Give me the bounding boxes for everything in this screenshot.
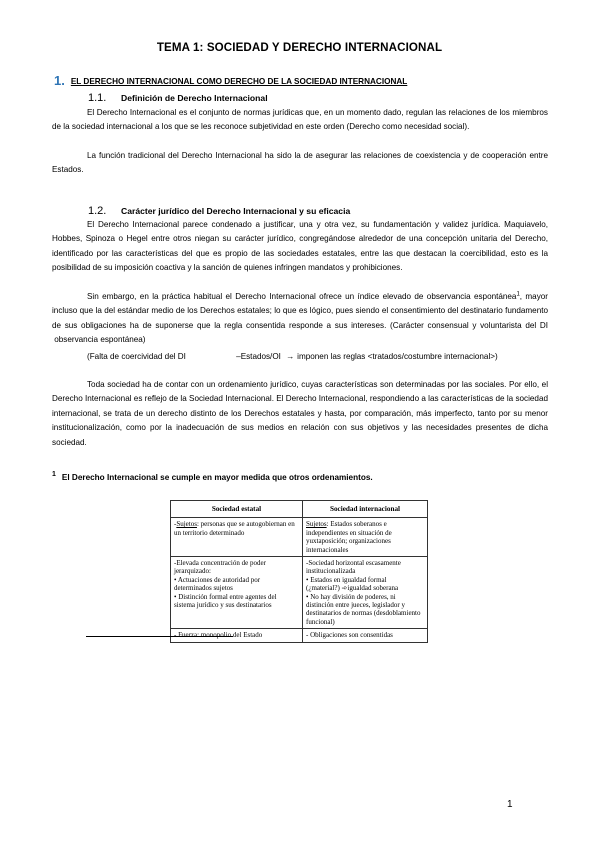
paragraph-juridical-character (52, 218, 548, 276)
subsection-1-1-number: 1.1. (88, 92, 107, 104)
footnote-number: 1 (52, 471, 56, 479)
section-1-number: 1. (54, 73, 65, 88)
paragraph-coercivity (52, 350, 548, 364)
table-cell-power-state: -Elevada concentración de poder jerarquizado: • Actuaciones de autoridad por determinados sujetos • Distinción formal entre agentes del sistema jurídico y sus destinatarios (171, 557, 303, 629)
table-header-state: Sociedad estatal (171, 501, 303, 518)
paragraph-coercivity-text-a: (Falta de coercividad del DI (87, 352, 186, 361)
arrow-icon: → (286, 352, 295, 361)
footnote-reference[interactable]: 1 (516, 291, 520, 298)
paragraph-coercivity-text-c: imponen las reglas <tratados/costumbre internacional>) (297, 352, 498, 361)
subsection-1-1-heading (88, 92, 268, 104)
paragraph-function-text: La función tradicional del Derecho Internacional ha sido la de asegurar las relaciones de coexistencia y de cooperación entre Estados. (52, 151, 548, 175)
comparison-table (170, 500, 428, 643)
paragraph-definition-text: El Derecho Internacional es el conjunto de normas jurídicas que, en un momento dado, regulan las relaciones de los miembros de la sociedad internacional a los que se les reconoce subjetividad en este orden (Derecho como necesidad social). (52, 108, 548, 132)
subsection-1-1-title: Definición de Derecho Internacional (121, 93, 268, 103)
section-1-title: EL DERECHO INTERNACIONAL COMO DERECHO DE LA SOCIEDAD INTERNACIONAL (70, 77, 408, 86)
table-header-international: Sociedad internacional (303, 501, 428, 518)
footnote-separator (86, 636, 233, 637)
footnote-text: El Derecho Internacional se cumple en mayor medida que otros ordenamientos. (61, 473, 373, 482)
paragraph-function (52, 149, 548, 178)
right-arrow-icon: – (236, 352, 241, 361)
paragraph-coercivity-text-b: Estados/OI (240, 352, 281, 361)
table-cell-obligations-international: - Obligaciones son consentidas (303, 629, 428, 642)
subsection-1-2-heading (88, 205, 350, 217)
section-1-heading (54, 73, 407, 88)
subsection-1-2-title: Carácter jurídico del Derecho Internacional y su eficacia (121, 206, 351, 216)
footnote (52, 473, 373, 482)
paragraph-observance-text-b: , mayor incluso que la del estándar medio de los Derechos estatales; lo que es lógico, pues siendo el consentimiento del destinatario fundamento de sus obligaciones ha de suponerse que la regla consentida responde a sus intereses. (Carácter consensual y voluntarista del DI (52, 292, 548, 330)
paragraph-society (52, 378, 548, 450)
paragraph-definition (52, 106, 548, 135)
table-header-row (171, 501, 428, 518)
paragraph-observance (52, 290, 548, 348)
table-row (171, 518, 428, 557)
subsection-1-2-number: 1.2. (88, 205, 107, 217)
table-cell-subjects-international: Sujetos: Estados soberanos e independientes en situación de yuxtaposición; organizaciones internacionales (303, 518, 428, 557)
table-cell-subjects-state: -Sujetos: personas que se autogobiernan en un territorio determinado (171, 518, 303, 557)
paragraph-society-text: Toda sociedad ha de contar con un ordenamiento jurídico, cuyas características son determinadas por las sociales. Por ello, el Derecho Internacional es reflejo de la Sociedad Internacional. El Derecho Internacional, respondiendo a las características de la sociedad internacional, se trata de un derecho distinto de los Derechos estatales y hasta, por comparación, más imperfecto, tanto por su menor institucionalización, como por la inadecuación de sus medios en relación con sus objetivos y las necesidades presentes de dicha sociedad. (52, 380, 548, 447)
page-title: TEMA 1: SOCIEDAD Y DERECHO INTERNACIONAL (156, 41, 443, 54)
page-number: 1 (507, 799, 513, 810)
paragraph-juridical-character-text: El Derecho Internacional parece condenado a justificar, una y otra vez, su fundamentación y validez jurídica. Maquiavelo, Hobbes, Spinoza o Hegel entre otros niegan su carácter jurídico, congregándose alrededor de una concepción unitaria del Derecho, identificado por las características del que es propio de las sociedades estatales, entre las que destacan la coercibilidad, esto es la posibilidad de su imposición coactiva y la sanción de quienes infringen mandatos y prohibiciones. (52, 220, 548, 273)
table-row (171, 557, 428, 629)
paragraph-observance-text-c: observancia espontánea) (54, 335, 146, 345)
table-cell-power-international: -Sociedad horizontal escasamente institucionalizada • Estados en igualdad formal (¿material?) ➾igualdad soberana • No hay división de poderes, ni distinción entre jueces, legislador y destinatarios de normas (desdoblamiento funcional) (303, 557, 428, 629)
paragraph-observance-text-a: Sin embargo, en la práctica habitual el Derecho Internacional ofrece un índice elevado de observancia espontánea (87, 292, 517, 301)
table-cell-force-state: - Fuerza: monopolio del Estado (171, 629, 303, 642)
